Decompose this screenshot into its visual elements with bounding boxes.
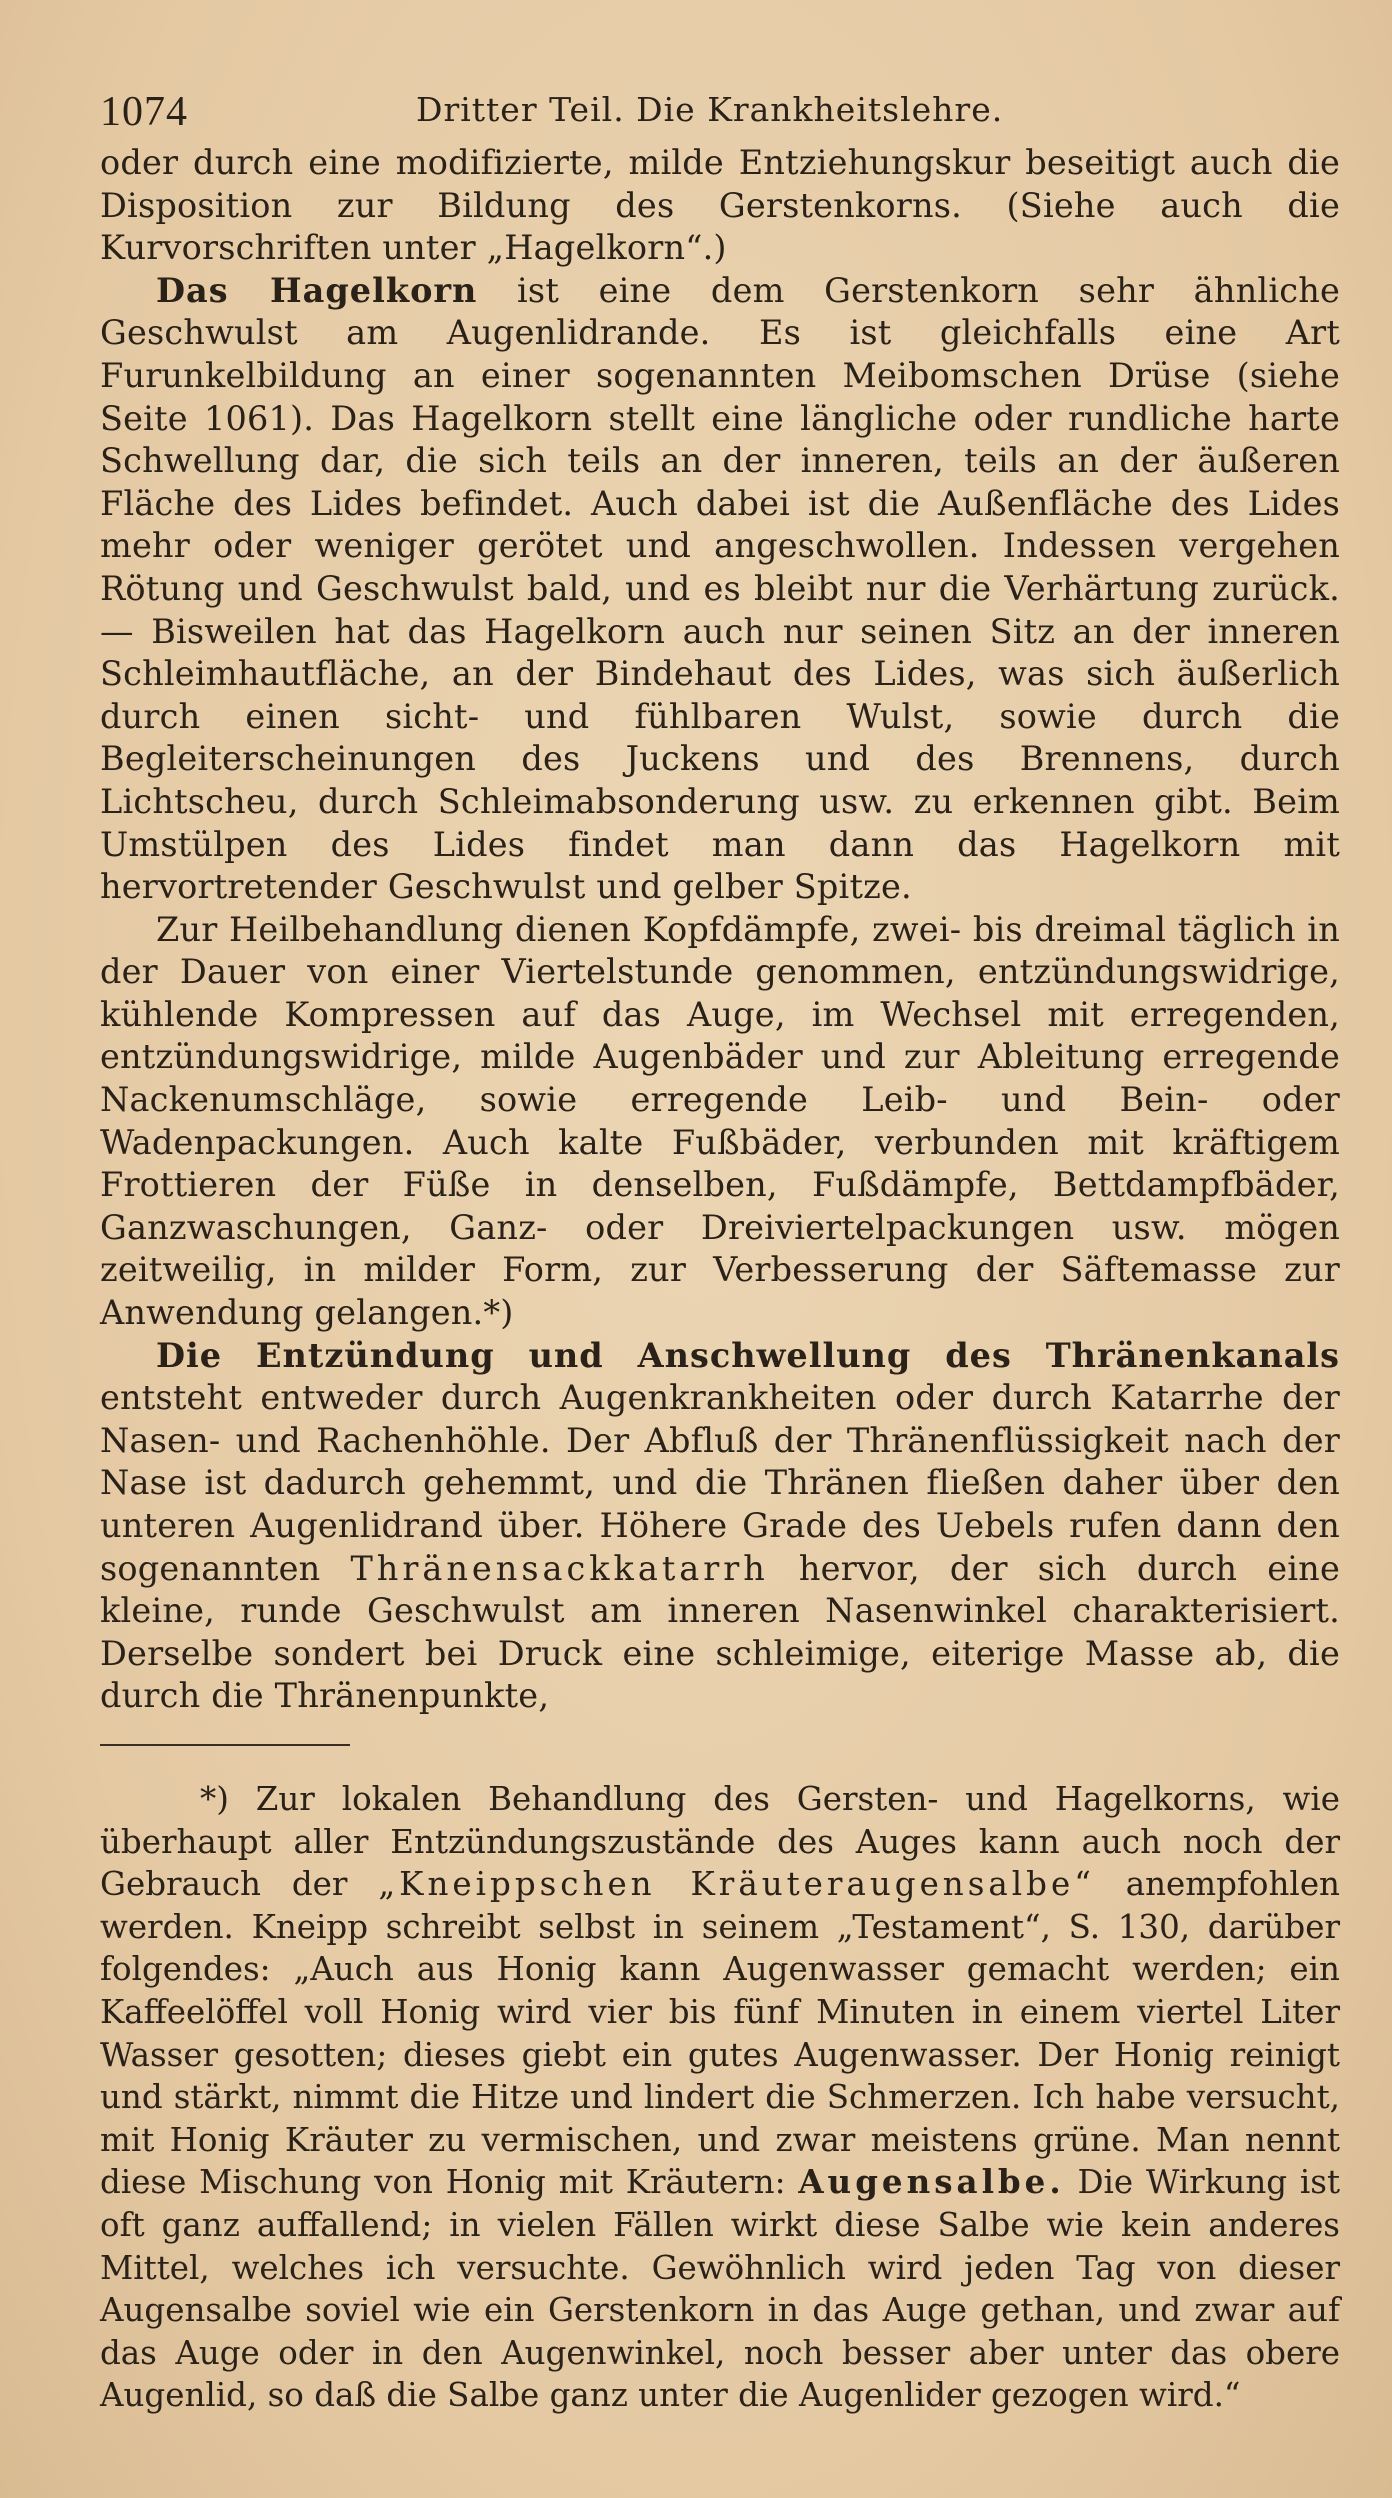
paragraph-heilbehandlung: Zur Heilbehandlung dienen Kopfdämpfe, zwei- bis dreimal täglich in der Dauer von einer Viertelstunde genommen, entzündungswidrige, kühlende Kompressen auf das Auge, im Wechsel mit erregenden, entzündungswidrige, milde Augenbäder und zur Ableitung erregende Nackenumschläge, sowie erregende Leib- und Bein- oder Wadenpackungen. Auch kalte Fußbäder, verbunden mit kräftigem Frottieren der Füße in denselben, Fußdämpfe, Bettdampfbäder, Ganzwaschungen, Ganz- oder Dreiviertelpackungen usw. mögen zeitweilig, in milder Form, zur Verbesserung der Säftemasse zur Anwendung gelangen.*) xyxy=(100,909,1340,1333)
footnote-text xyxy=(100,1778,1340,2417)
emphasized-term: „Kneippschen Kräuteraugensalbe“ xyxy=(378,1865,1095,1904)
footnote xyxy=(100,1778,1340,2417)
paragraph-text: ist eine dem Gerstenkorn sehr ähnliche Geschwulst am Augenlidrande. Es ist gleichfalls eine Art Furunkelbildung an einer sogenannten Meibomschen Drüse (siehe Seite 1061). Das Hagelkorn stellt eine längliche oder rundliche harte Schwellung dar, die sich teils an der inneren, teils an der äußeren Fläche des Lides befindet. Auch dabei ist die Außenfläche des Lides mehr oder weniger gerötet und angeschwollen. Indessen vergehen Rötung und Geschwulst bald, und es bleibt nur die Verhärtung zurück. — Bisweilen hat das Hagelkorn auch nur seinen Sitz an der inneren Schleimhautfläche, an der Bindehaut des Lides, was sich äußerlich durch einen sicht- und fühlbaren Wulst, sowie durch die Begleiterscheinungen des Juckens und des Brennens, durch Lichtscheu, durch Schleimabsonderung usw. zu erkennen gibt. Beim Umstülpen des Lides findet man dann das Hagelkorn mit hervortretender Geschwulst und gelber Spitze. xyxy=(100,270,1340,907)
book-page xyxy=(100,80,1340,2417)
footnote-part: Die Wirkung ist oft ganz auffallend; in vielen Fällen wirkt diese Salbe wie kein anderes Mittel, welches ich versuchte. Gewöhnlich wird jeden Tag von dieser Augensalbe soviel wie ein Gerstenkorn in das Auge gethan, und zwar auf das Auge oder in den Augenwinkel, noch besser aber unter das obere Augenlid, so daß die Salbe ganz unter die Augenlider gezogen wird.“ xyxy=(100,2163,1341,2415)
paragraph-text: entsteht entweder durch Augenkrankheiten oder durch Katarrhe der Nasen- und Rachenhöhle. Der Abfluß der Thränenflüssigkeit nach der Nase ist dadurch gehemmt, und die Thränen fließen daher über den unteren Augenlidrand über. Höhere Grade des Uebels rufen dann den sogenannten xyxy=(100,1378,1340,1588)
footnote-part: *) Zur lokalen Behandlung des Gersten- und Hagelkorns, wie überhaupt aller Entzündungszustände des Auges kann auch noch der Gebrauch der xyxy=(100,1779,1340,1904)
paragraph-text: hervor, der sich durch eine kleine, runde Geschwulst am inneren Nasenwinkel charakterisiert. Derselbe sondert bei Druck eine schleimige, eiterige Masse ab, die durch die Thränenpunkte, xyxy=(100,1548,1340,1716)
main-text xyxy=(100,142,1340,1718)
emphasized-term: Augensalbe. xyxy=(798,2162,1065,2202)
footnote-part: anempfohlen werden. Kneipp schreibt selbst in seinem „Testament“, S. 130, darüber folgendes: „Auch aus Honig kann Augenwasser gemacht werden; ein Kaffeelöffel voll Honig wird vier bis fünf Minuten in einem viertel Liter Wasser gesotten; dieses giebt ein gutes Augenwasser. Der Honig reinigt und stärkt, nimmt die Hitze und lindert die Schmerzen. Ich habe versucht, mit Honig Kräuter zu vermischen, und zwar meistens grüne. Man nennt diese Mischung von Honig mit Kräutern: xyxy=(100,1865,1340,2202)
running-title: Dritter Teil. Die Krankheitslehre. xyxy=(416,90,1004,129)
section-heading-hagelkorn: Das Hagelkorn xyxy=(156,270,478,310)
paragraph-thraenenkanal xyxy=(100,1335,1340,1718)
page-number: 1074 xyxy=(100,89,188,135)
page-header xyxy=(100,80,1340,142)
paragraph-hagelkorn xyxy=(100,270,1340,909)
footnote-divider xyxy=(100,1744,350,1746)
section-heading-thraenenkanal: Die Entzündung und Anschwellung des Thränenkanals xyxy=(156,1335,1340,1375)
emphasized-term: Thränensackkatarrh xyxy=(350,1548,769,1588)
paragraph-continuation: oder durch eine modifizierte, milde Entziehungskur beseitigt auch die Disposition zur Bildung des Gerstenkorns. (Siehe auch die Kurvorschriften unter „Hagelkorn“.) xyxy=(100,143,1340,268)
